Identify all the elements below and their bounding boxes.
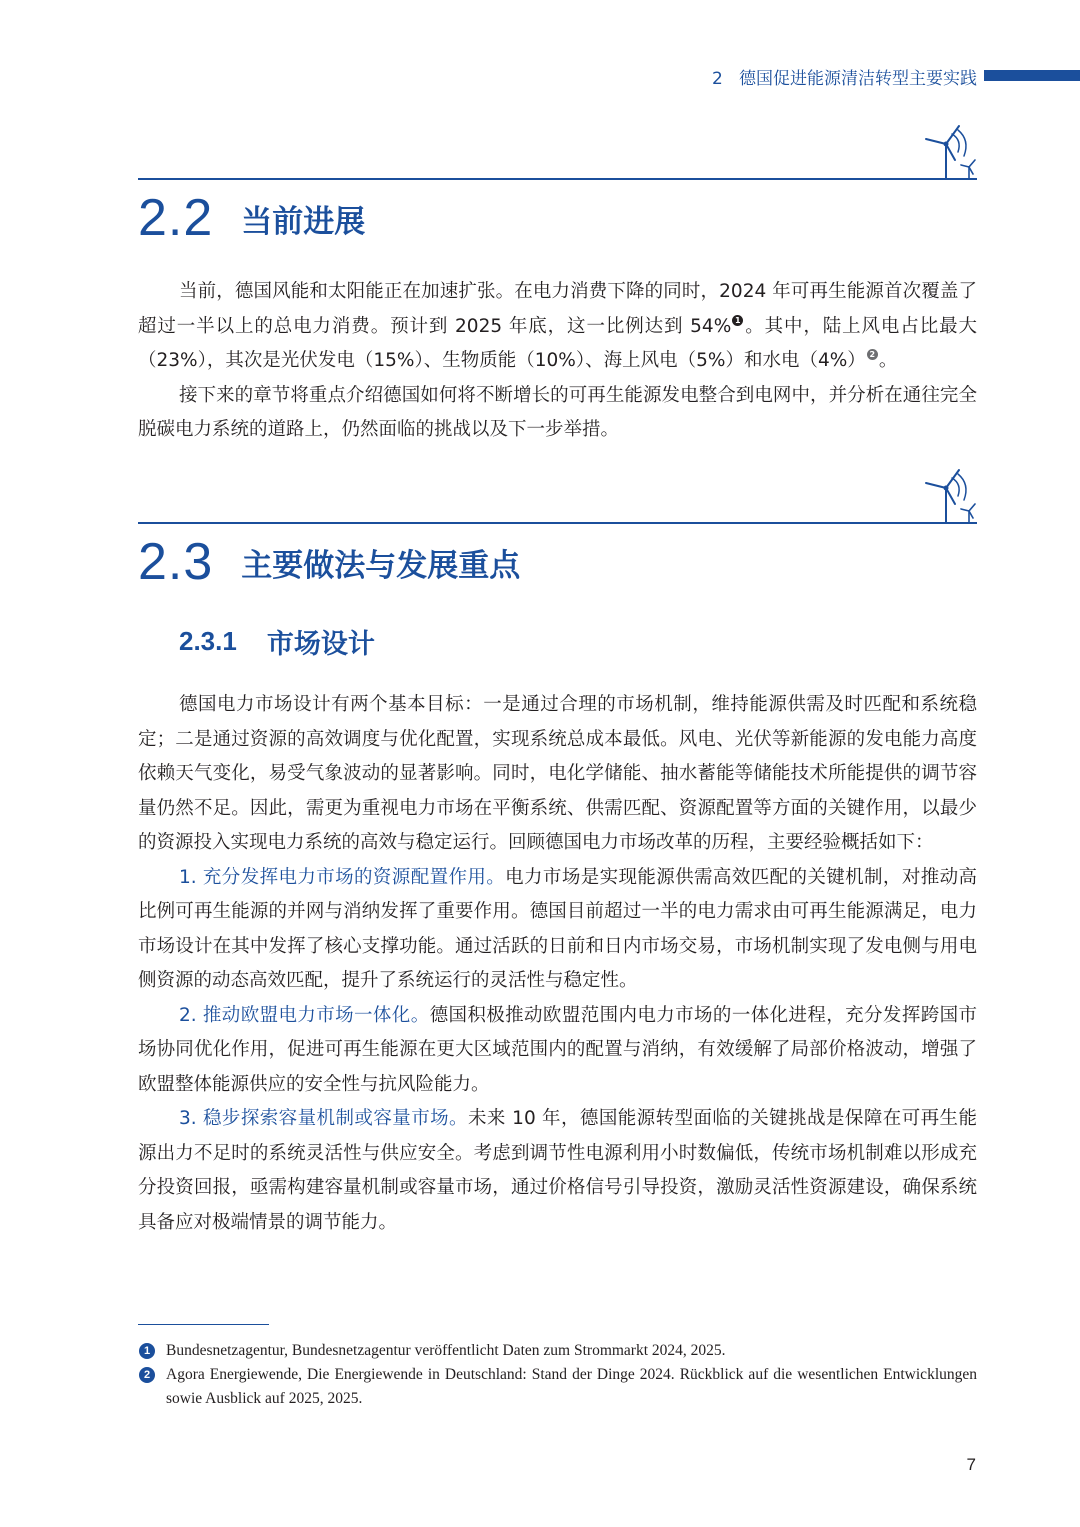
running-header: [600, 62, 1080, 90]
subsection-title: 市场设计: [266, 629, 375, 660]
list-item-heading: 2. 推动欧盟电力市场一体化。: [179, 1004, 430, 1026]
section-2-3-1-body: [138, 688, 977, 1240]
list-item: [138, 1102, 977, 1240]
paragraph-text: 。: [878, 350, 898, 371]
list-item-text: 电力市场是实现能源供需高效匹配的关键机制，对推动高比例可再生能源的并网与消纳发挥了重要作用。德国目前超过一半的电力需求由可再生能源满足，电力市场设计在其中发挥了核心支撑功能。通过活跃的日前和日内市场交易，市场机制实现了发电侧与用电侧资源的动态高效匹配，提升了系统运行的灵活性与稳定性。: [138, 866, 977, 991]
section-rule: [138, 178, 977, 180]
footnote-item: [138, 1339, 977, 1363]
section-heading-2-2: [138, 188, 365, 258]
paragraph-text: 当前，德国风能和太阳能正在加速扩张。在电力消费下降的同时，2024 年可再生能源首次覆盖了超过一半以上的总电力消费。预计到 2025 年底，这一比例达到 54%: [138, 281, 977, 337]
footnote-item: [138, 1363, 977, 1411]
footnote-text: Agora Energiewende, Die Energiewende in Deutschland: Stand der Dinge 2024. Rückblick auf die wesentlichen Entwicklungen sowie Ausblick auf 2025, 2025.: [166, 1366, 977, 1407]
subsection-number: 2.3.1: [179, 626, 237, 656]
list-item-text: 德国积极推动欧盟范围内电力市场的一体化进程，充分发挥跨国市场协同优化作用，促进可再生能源在更大区域范围内的配置与消纳，有效缓解了局部价格波动，增强了欧盟整体能源供应的安全性与抗风险能力。: [138, 1004, 977, 1095]
footnote-rule: [138, 1324, 269, 1325]
list-item-text: 未来 10 年，德国能源转型面临的关键挑战是保障在可再生能源出力不足时的系统灵活性与供应安全。考虑到调节性电源利用小时数偏低，传统市场机制难以形成充分投资回报，亟需构建容量机制或容量市场，通过价格信号引导投资，激励灵活性资源建设，确保系统具备应对极端情景的调节能力。: [138, 1108, 977, 1233]
footnote-text: Bundesnetzagentur, Bundesnetzagentur veröffentlicht Daten zum Strommarkt 2024, 2025.: [166, 1342, 726, 1359]
list-item: [138, 999, 977, 1103]
list-item-heading: 3. 稳步探索容量机制或容量市场。: [179, 1108, 468, 1129]
header-accent-bar: [984, 70, 1080, 81]
chapter-title: 德国促进能源清洁转型主要实践: [739, 69, 977, 89]
paragraph: [138, 275, 977, 379]
page-number: 7: [966, 1455, 976, 1474]
list-item-heading: 1. 充分发挥电力市场的资源配置作用。: [179, 866, 506, 888]
wind-turbine-icon: [922, 122, 980, 180]
paragraph: 德国电力市场设计有两个基本目标：一是通过合理的市场机制，维持能源供需及时匹配和系统稳定；二是通过资源的高效调度与优化配置，实现系统总成本最低。风电、光伏等新能源的发电能力高度依赖天气变化，易受气象波动的显著影响。同时，电化学储能、抽水蓄能等储能技术所能提供的调节容量仍然不足。因此，需更为重视电力市场在平衡系统、供需匹配、资源配置等方面的关键作用，以最少的资源投入实现电力系统的高效与稳定运行。回顾德国电力市场改革的历程，主要经验概括如下：: [138, 694, 977, 853]
subsection-heading-2-3-1: [179, 622, 375, 661]
paragraph: 接下来的章节将重点介绍德国如何将不断增长的可再生能源发电整合到电网中，并分析在通往完全脱碳电力系统的道路上，仍然面临的挑战以及下一步举措。: [138, 384, 977, 440]
section-title: 主要做法与发展重点: [241, 547, 521, 584]
footnote-ref[interactable]: 1: [732, 315, 743, 326]
section-number: 2.2: [138, 189, 214, 247]
list-item: [138, 861, 977, 999]
section-title: 当前进展: [241, 203, 366, 240]
footnote-ref[interactable]: 2: [867, 349, 878, 360]
section-heading-2-3: [138, 532, 520, 602]
section-number: 2.3: [138, 533, 214, 591]
wind-turbine-icon: [922, 466, 980, 524]
paragraph-text: 。其中，陆上风电占比最大（23%），其次是光伏发电（15%）、生物质能（10%）、海上风电（5%）和水电（4%）: [138, 315, 977, 371]
footnote-mark: 2: [139, 1367, 155, 1383]
section-2-2-body: [138, 275, 977, 448]
footnote-mark: 1: [139, 1343, 155, 1359]
footnotes: [138, 1339, 977, 1411]
section-rule: [138, 522, 977, 524]
running-header-text: [712, 64, 977, 89]
chapter-number: 2: [711, 69, 723, 89]
